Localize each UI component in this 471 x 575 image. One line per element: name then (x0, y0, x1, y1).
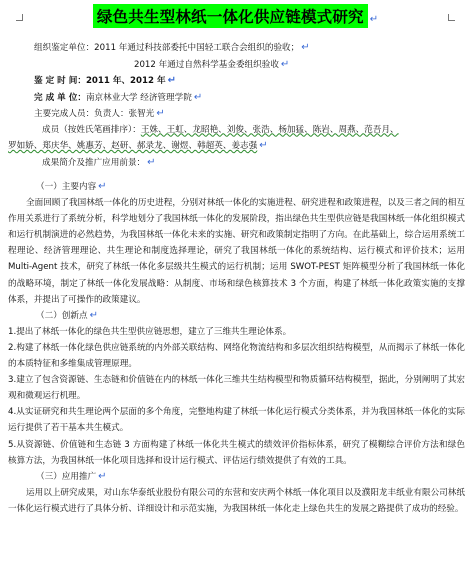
section-3-paragraph: 运用以上研究成果，对山东华泰纸业股份有限公司的东营和安庆两个林纸一体化项目以及濮阳龙丰纸业有限公司林纸一体化运行模式进行了具体分析、详细设计和示范实施，为我国林纸一体化走上绿色共生的发展之路提供了成功的经验。 (8, 487, 465, 514)
unit-row (34, 40, 454, 57)
paragraph-mark-icon: ↵ (259, 140, 268, 151)
members-row (34, 123, 454, 139)
section-heading-innovation (8, 308, 465, 324)
innovation-item: 5.从资源链、价值链和生态链 3 方面构建了林纸一体化共生模式的绩效评价指标体系，研究了模糊综合评价方法和绿色核算方法，为我国林纸一体化项目选择和设计运行模式、评估运行绩效提供了有效的工具。 (8, 439, 465, 466)
paragraph-mark-icon: ↵ (369, 14, 379, 25)
paragraph-mark-icon: ↵ (280, 58, 290, 70)
innovation-item: 1.提出了林纸一体化的绿色共生型供应链思想，建立了三维共生理论体系。 (8, 326, 292, 337)
innovation-item: 3.建立了包含资源链、生态链和价值链在内的林纸一体化三维共生结构模型和物质循环结构模型，据此，分别阐明了其宏观和微观运行机理。 (8, 375, 465, 402)
paragraph-mark-icon: ↵ (167, 75, 176, 86)
document-body (8, 179, 465, 517)
members-line-2: 罗如娇、郑庆华、姚惠芳、赵研、郝录龙、谢煜、韩超英、姜志强 (8, 141, 258, 151)
lead-label: 主要完成人员： (34, 109, 95, 119)
paragraph-mark-icon: ↵ (156, 108, 165, 119)
time-label: 鉴 定 时 间： (34, 76, 86, 86)
members-line-1: 王姝、王虹、龙昭艳、刘俊、张浩、杨加猛、陈岩、周燕、范吾月、 (140, 124, 399, 135)
unit-label: 组织鉴定单位： (34, 43, 95, 53)
innovation-item: 2.构建了林纸一体化绿色供应链系统的内外部关联结构、网络化物流结构和多层次组织结构模型，从而揭示了林纸一体化的本质特征和多维集成管理原理。 (8, 342, 465, 370)
done-value: 南京林业大学 经济管理学院 (85, 92, 192, 103)
members-row-2 (8, 138, 454, 155)
section-1-paragraph: 全面回顾了我国林纸一体化的历史进程，分别对林纸一体化的实施进程、研究进程和政策进程，以及三者之间的相互作用关系进行了系统分析，科学地划分了我国林纸一体化的发展阶段，指出绿色共生型供应链是我国林纸一体化组织模式和运行机制演进的必然趋势，为我国林纸一体化未来的实施、研究和政策制定指明了方向。在此基础上，综合运用系统工程理论、经济管理理论、共生理论和制度选择理论，研究了我国林纸一体化的系统结构、运行模式和评价技术；运用 Multi-Agent 技术，研究了林纸一体化多层级共生模式的运行机制；运用 SWOT-PEST 矩阵模型分析了我国林纸一体化的战略环境，制定了林纸一体化发展战略：从制度、市场和绿色核算技术 3 个方面，构建了林纸一体化政策实施的支撑体系，并提出了可操作的政策建议。 (8, 198, 465, 305)
done-row (34, 90, 454, 107)
metadata-block (8, 40, 454, 171)
innovation-item: 4.从实证研究和共生理论两个层面的多个角度，完整地构建了林纸一体化运行模式分类体系，并为我国林纸一体化的实际运行提供了若干基本共生模式。 (8, 407, 465, 434)
section-1-heading: （一）主要内容 (36, 182, 97, 192)
paragraph-mark-icon: ↵ (147, 156, 156, 168)
lead-value: 负责人：张智光 (94, 109, 155, 119)
paragraph-mark-icon: ↵ (193, 91, 203, 103)
paragraph-mark-icon: ↵ (89, 309, 98, 321)
time-row (34, 73, 454, 90)
lead-row (34, 106, 454, 123)
paragraph-mark-icon: ↵ (301, 42, 310, 53)
time-value: 2011 年、2012 年 (85, 76, 166, 86)
section-heading-application (8, 469, 465, 485)
paragraph-mark-icon: ↵ (98, 181, 107, 192)
section-heading-content (8, 179, 465, 195)
section-3-heading: （三）应用推广 (36, 471, 97, 482)
title-row (0, 4, 471, 28)
summary-label: 成果简介及推广应用前景： (42, 157, 146, 168)
document-title: 绿色共生型林纸一体化供应链模式研究 (93, 4, 368, 28)
section-2-heading: （二）创新点 (36, 310, 88, 321)
unit-line-2: 2012 年通过自然科学基金委组织验收 (134, 59, 279, 70)
unit-line-1: 2011 年通过科技部委托中国轻工联合会组织的验收； (94, 43, 300, 53)
members-label: 成员（按姓氏笔画排序）： (42, 124, 141, 135)
done-label: 完 成 单 位： (34, 92, 86, 103)
summary-row (34, 155, 454, 172)
unit-row-2 (34, 57, 454, 74)
paragraph-mark-icon: ↵ (98, 470, 107, 482)
